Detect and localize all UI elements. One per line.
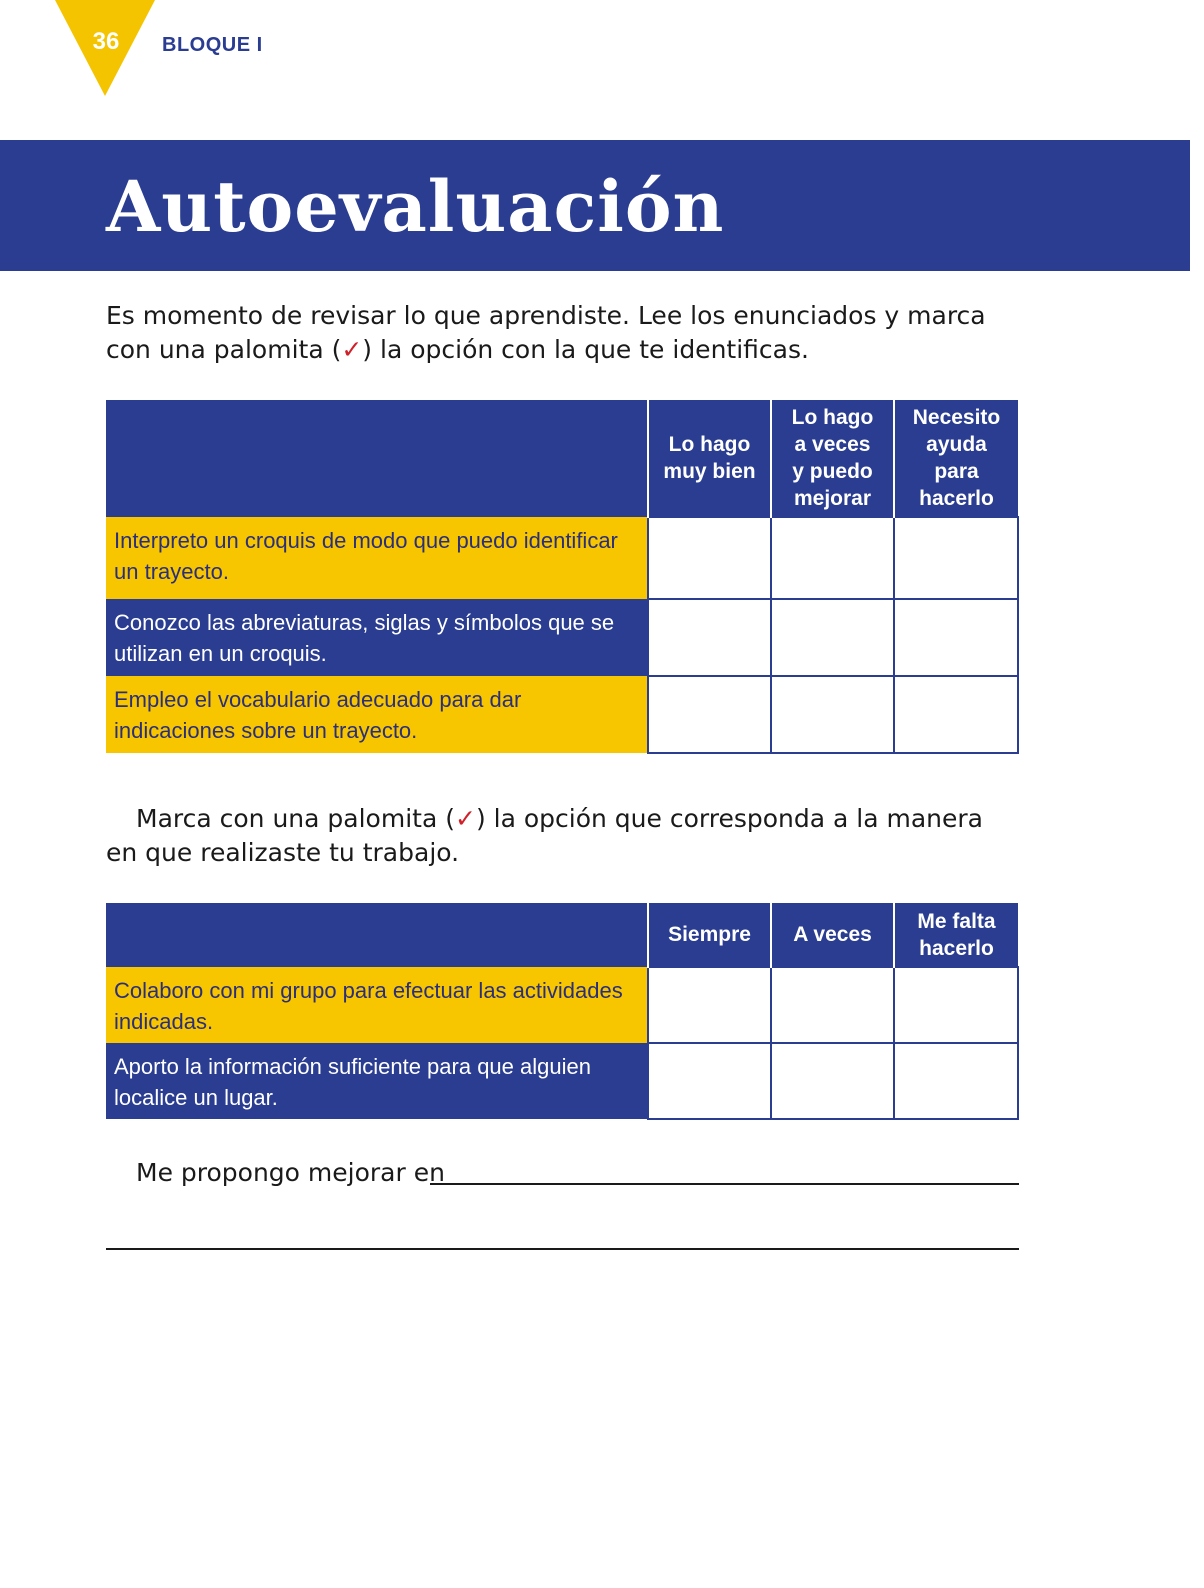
- table-row: [106, 967, 1018, 1043]
- self-evaluation-table: [106, 400, 1019, 754]
- title-banner: [0, 140, 1190, 271]
- table-row: [106, 1043, 1018, 1119]
- instruction-text-end: ) la opción que corresponda a la manera en que realizaste tu trabajo.: [106, 804, 983, 867]
- answer-checkbox[interactable]: [771, 599, 894, 676]
- statement-cell: Conozco las abreviaturas, siglas y símbolos que se utilizan en un croquis.: [106, 599, 648, 676]
- header-blank-cell: [106, 903, 648, 967]
- answer-checkbox[interactable]: [771, 1043, 894, 1119]
- table-header-row: [106, 903, 1018, 967]
- answer-checkbox[interactable]: [894, 1043, 1018, 1119]
- checkmark-icon: ✓: [341, 335, 363, 364]
- closing-prompt: Me propongo mejorar en: [136, 1158, 445, 1187]
- header-blank-cell: [106, 400, 648, 517]
- table-row: [106, 599, 1018, 676]
- column-header: Lo hago muy bien: [648, 400, 771, 517]
- instruction-paragraph: [106, 802, 1018, 870]
- statement-cell: Interpreto un croquis de modo que puedo identificar un trayecto.: [106, 517, 648, 599]
- answer-checkbox[interactable]: [894, 517, 1018, 599]
- table-row: [106, 676, 1018, 753]
- instruction-text-start: Marca con una palomita (: [136, 804, 455, 833]
- answer-checkbox[interactable]: [894, 599, 1018, 676]
- page-number: 36: [92, 28, 120, 55]
- write-line[interactable]: [106, 1248, 1019, 1250]
- table-row: [106, 517, 1018, 599]
- section-label: BLOQUE I: [162, 34, 263, 56]
- statement-cell: Empleo el vocabulario adecuado para dar indicaciones sobre un trayecto.: [106, 676, 648, 753]
- answer-checkbox[interactable]: [771, 676, 894, 753]
- column-header: Me falta hacerlo: [894, 903, 1018, 967]
- column-header: Necesito ayuda para hacerlo: [894, 400, 1018, 517]
- checkmark-icon: ✓: [454, 804, 476, 833]
- answer-checkbox[interactable]: [648, 599, 771, 676]
- table-header-row: [106, 400, 1018, 517]
- answer-checkbox[interactable]: [648, 676, 771, 753]
- column-header: Siempre: [648, 903, 771, 967]
- answer-checkbox[interactable]: [894, 967, 1018, 1043]
- intro-paragraph: [106, 299, 1018, 367]
- answer-checkbox[interactable]: [648, 967, 771, 1043]
- answer-checkbox[interactable]: [771, 517, 894, 599]
- answer-checkbox[interactable]: [648, 1043, 771, 1119]
- statement-cell: Colaboro con mi grupo para efectuar las actividades indicadas.: [106, 967, 648, 1043]
- answer-checkbox[interactable]: [894, 676, 1018, 753]
- page-title: Autoevaluación: [106, 165, 725, 248]
- answer-checkbox[interactable]: [648, 517, 771, 599]
- intro-text-end: ) la opción con la que te identificas.: [362, 335, 809, 364]
- statement-cell: Aporto la información suficiente para que alguien localice un lugar.: [106, 1043, 648, 1119]
- work-evaluation-table: [106, 903, 1019, 1120]
- write-line[interactable]: [430, 1183, 1019, 1185]
- column-header: Lo hago a veces y puedo mejorar: [771, 400, 894, 517]
- column-header: A veces: [771, 903, 894, 967]
- intro-text-start: Es momento de revisar lo que aprendiste. Lee los enunciados y marca con una palomita (: [106, 301, 986, 364]
- answer-checkbox[interactable]: [771, 967, 894, 1043]
